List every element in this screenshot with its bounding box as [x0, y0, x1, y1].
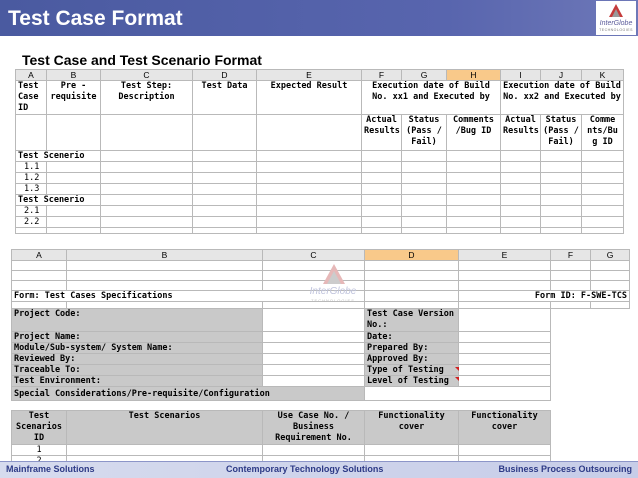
traceable-to-label[interactable]: Traceable To:	[12, 365, 263, 376]
cell[interactable]	[257, 162, 362, 173]
test-environment-value[interactable]	[263, 376, 365, 387]
cell[interactable]	[362, 206, 402, 217]
comment-indicator-icon[interactable]	[455, 377, 459, 381]
header-status-1[interactable]: Status (Pass / Fail)	[402, 115, 447, 151]
header-pre-requisite[interactable]: Pre - requisite	[47, 81, 101, 115]
comment-indicator-icon[interactable]	[455, 367, 459, 371]
cell	[591, 401, 630, 411]
cell[interactable]	[101, 206, 193, 217]
cell[interactable]	[582, 184, 624, 195]
cell[interactable]	[67, 281, 263, 291]
column-header-d[interactable]: D	[365, 250, 459, 261]
cell[interactable]	[447, 162, 501, 173]
cell[interactable]	[591, 271, 630, 281]
column-header-g[interactable]: G	[402, 70, 447, 81]
table-row	[16, 151, 624, 162]
row-id-2-2[interactable]: 2.2	[16, 217, 47, 228]
special-considerations-label[interactable]: Special Considerations/Pre-requisite/Configuration	[12, 387, 365, 401]
cell	[591, 387, 630, 401]
column-header-d[interactable]: D	[193, 70, 257, 81]
row-id-1[interactable]: 1	[12, 445, 67, 456]
table-row	[16, 206, 624, 217]
cell	[551, 401, 591, 411]
cell[interactable]	[402, 228, 447, 234]
header-comments-2[interactable]: Comme nts/Bu g ID	[582, 115, 624, 151]
cell[interactable]	[582, 217, 624, 228]
cell[interactable]	[582, 173, 624, 184]
column-header-g[interactable]: G	[591, 250, 630, 261]
row-id-1-3[interactable]: 1.3	[16, 184, 47, 195]
cell[interactable]	[447, 206, 501, 217]
cell[interactable]	[16, 228, 47, 234]
cell	[551, 387, 591, 401]
cell[interactable]	[257, 115, 362, 151]
cell	[591, 343, 630, 354]
cell	[551, 332, 591, 343]
column-header-f[interactable]: F	[551, 250, 591, 261]
cell[interactable]	[582, 195, 624, 206]
cell	[551, 411, 591, 445]
column-header-b[interactable]: B	[67, 250, 263, 261]
cell[interactable]	[402, 162, 447, 173]
cell	[551, 343, 591, 354]
table-row	[16, 228, 624, 234]
cell[interactable]	[402, 195, 447, 206]
cell[interactable]	[447, 173, 501, 184]
cell[interactable]	[362, 162, 402, 173]
project-name-value[interactable]	[263, 332, 365, 343]
cell[interactable]	[12, 281, 67, 291]
form-id[interactable]: Form ID: F-SWE-TCS	[459, 291, 630, 302]
type-of-testing-label[interactable]: Type of Testing	[365, 365, 459, 376]
cell[interactable]	[582, 162, 624, 173]
cell[interactable]	[501, 162, 541, 173]
column-header-row	[12, 250, 630, 261]
test-environment-label[interactable]: Test Environment:	[12, 376, 263, 387]
cell[interactable]	[257, 217, 362, 228]
cell[interactable]	[47, 115, 101, 151]
cell[interactable]	[362, 151, 402, 162]
cell[interactable]	[47, 228, 101, 234]
cell[interactable]	[459, 271, 551, 281]
cell[interactable]	[402, 151, 447, 162]
column-header-h[interactable]: H	[447, 70, 501, 81]
cell[interactable]	[541, 173, 582, 184]
cell[interactable]	[257, 184, 362, 195]
cell	[591, 411, 630, 445]
cell[interactable]	[501, 206, 541, 217]
cell[interactable]	[193, 217, 257, 228]
sheet-logo-text: InterGlobe	[309, 286, 357, 297]
logo-text: InterGlobe	[599, 20, 633, 27]
cell[interactable]	[541, 151, 582, 162]
cell[interactable]	[67, 271, 263, 281]
table-row	[16, 173, 624, 184]
cell[interactable]	[101, 115, 193, 151]
logo-inner-triangle-icon	[612, 9, 620, 17]
reviewed-by-label[interactable]: Reviewed By:	[12, 354, 263, 365]
cell[interactable]	[459, 261, 551, 271]
cell	[551, 365, 591, 376]
project-code-value[interactable]	[263, 309, 365, 332]
cell	[591, 354, 630, 365]
cell[interactable]	[541, 184, 582, 195]
logo-inner-triangle-icon	[327, 271, 341, 284]
table-row	[16, 217, 624, 228]
cell[interactable]	[67, 302, 263, 309]
cell[interactable]	[193, 228, 257, 234]
column-header-e[interactable]: E	[459, 250, 551, 261]
level-of-testing-value[interactable]	[459, 376, 551, 387]
cell[interactable]	[67, 261, 263, 271]
module-label[interactable]: Module/Sub-system/ System Name:	[12, 343, 263, 354]
cell[interactable]	[501, 195, 541, 206]
column-header-a[interactable]: A	[16, 70, 47, 81]
traceable-to-value[interactable]	[263, 365, 365, 376]
cell[interactable]	[16, 115, 47, 151]
cell[interactable]	[47, 206, 101, 217]
cell[interactable]	[257, 195, 362, 206]
cell[interactable]	[459, 302, 551, 309]
cell	[591, 376, 630, 387]
row-id-2-1[interactable]: 2.1	[16, 206, 47, 217]
cell	[263, 401, 365, 411]
cell[interactable]	[582, 228, 624, 234]
cell[interactable]	[541, 195, 582, 206]
cell[interactable]	[362, 195, 402, 206]
cell[interactable]	[447, 151, 501, 162]
header-test-case-id[interactable]: Test Case ID	[16, 81, 47, 115]
reviewed-by-value[interactable]	[263, 354, 365, 365]
date-value[interactable]	[459, 332, 551, 343]
cell[interactable]	[459, 281, 551, 291]
cell[interactable]	[501, 228, 541, 234]
cell[interactable]	[101, 217, 193, 228]
project-name-label[interactable]: Project Name:	[12, 332, 263, 343]
row-id-1-2[interactable]: 1.2	[16, 173, 47, 184]
column-header-e[interactable]: E	[257, 70, 362, 81]
cell[interactable]	[193, 206, 257, 217]
form-title[interactable]: Form: Test Cases Specifications	[12, 291, 365, 302]
cell[interactable]	[47, 162, 101, 173]
column-header-f[interactable]: F	[362, 70, 402, 81]
cell[interactable]	[501, 173, 541, 184]
cell[interactable]	[362, 217, 402, 228]
cell[interactable]	[501, 184, 541, 195]
header-exec-build-1[interactable]: Execution date of Build No. xx1 and Executed by	[362, 81, 501, 115]
cell[interactable]	[541, 217, 582, 228]
cell[interactable]	[263, 445, 365, 456]
cell[interactable]	[257, 228, 362, 234]
column-header-a[interactable]: A	[12, 250, 67, 261]
cell	[459, 401, 551, 411]
cell[interactable]	[101, 184, 193, 195]
column-header-c[interactable]: C	[263, 250, 365, 261]
cell	[591, 332, 630, 343]
cell[interactable]	[551, 281, 591, 291]
cell[interactable]	[12, 271, 67, 281]
cell	[551, 445, 591, 456]
cell[interactable]	[551, 302, 591, 309]
test-case-format-sheet	[15, 69, 624, 234]
approved-by-label[interactable]: Approved By:	[365, 354, 459, 365]
cell[interactable]	[257, 173, 362, 184]
header-exec-build-2[interactable]: Execution date of Build No. xx2 and Executed by	[501, 81, 624, 115]
cell[interactable]	[193, 115, 257, 151]
column-header-c[interactable]: C	[101, 70, 193, 81]
cell[interactable]	[12, 261, 67, 271]
module-value[interactable]	[263, 343, 365, 354]
cell	[551, 309, 591, 332]
header-expected-result[interactable]: Expected Result	[257, 81, 362, 115]
footer-bar	[0, 461, 638, 478]
table-row	[16, 195, 624, 206]
cell[interactable]	[101, 173, 193, 184]
header-functionality-cover-2[interactable]: Functionality cover	[459, 411, 551, 445]
header-status-2[interactable]: Status (Pass / Fail)	[541, 115, 582, 151]
cell[interactable]	[551, 271, 591, 281]
cell[interactable]	[551, 261, 591, 271]
cell[interactable]	[541, 228, 582, 234]
cell[interactable]	[362, 184, 402, 195]
header-actual-results-2[interactable]: Actual Results	[501, 115, 541, 151]
cell[interactable]	[193, 184, 257, 195]
cell	[551, 354, 591, 365]
cell[interactable]	[591, 261, 630, 271]
cell[interactable]	[447, 195, 501, 206]
cell[interactable]	[365, 291, 459, 302]
sheet-logo-subtext: TECHNOLOGIES	[311, 298, 355, 303]
sheet-logo	[300, 264, 366, 306]
cell[interactable]	[365, 281, 459, 291]
prepared-by-label[interactable]: Prepared By:	[365, 343, 459, 354]
cell[interactable]	[362, 173, 402, 184]
cell[interactable]	[447, 184, 501, 195]
header-actual-results-1[interactable]: Actual Results	[362, 115, 402, 151]
cell[interactable]	[101, 228, 193, 234]
date-label[interactable]: Date:	[365, 332, 459, 343]
table-row	[16, 184, 624, 195]
footer-left: Mainframe Solutions	[6, 464, 95, 474]
cell[interactable]	[591, 281, 630, 291]
header-test-data[interactable]: Test Data	[193, 81, 257, 115]
cell[interactable]	[459, 445, 551, 456]
column-header-b[interactable]: B	[47, 70, 101, 81]
scenario-label-1[interactable]: Test Scenerio	[16, 151, 101, 162]
type-of-testing-value[interactable]	[459, 365, 551, 376]
cell[interactable]	[365, 302, 459, 309]
column-header-j[interactable]: J	[541, 70, 582, 81]
page-title: Test Case Format	[8, 7, 183, 30]
test-case-version-label[interactable]: Test Case Version No.:	[365, 309, 459, 332]
cell[interactable]	[257, 151, 362, 162]
table-row	[16, 162, 624, 173]
header-test-scenarios[interactable]: Test Scenarios	[67, 411, 263, 445]
cell	[12, 401, 67, 411]
header-functionality-cover-1[interactable]: Functionality cover	[365, 411, 459, 445]
header-test-scenarios-id[interactable]: Test Scenarios ID	[12, 411, 67, 445]
cell[interactable]	[47, 173, 101, 184]
cell[interactable]	[193, 162, 257, 173]
cell[interactable]	[257, 206, 362, 217]
cell[interactable]	[582, 151, 624, 162]
cell	[591, 309, 630, 332]
test-case-version-value[interactable]	[459, 309, 551, 332]
approved-by-value[interactable]	[459, 354, 551, 365]
cell[interactable]	[447, 228, 501, 234]
header-comments-1[interactable]: Comments /Bug ID	[447, 115, 501, 151]
cell[interactable]	[501, 217, 541, 228]
cell	[591, 365, 630, 376]
cell[interactable]	[193, 173, 257, 184]
cell[interactable]	[193, 195, 257, 206]
special-considerations-value[interactable]	[365, 387, 551, 401]
footer-right: Business Process Outsourcing	[498, 464, 632, 474]
cell	[365, 401, 459, 411]
cell	[591, 445, 630, 456]
project-code-label[interactable]: Project Code:	[12, 309, 263, 332]
cell[interactable]	[402, 184, 447, 195]
cell[interactable]	[501, 151, 541, 162]
cell[interactable]	[47, 217, 101, 228]
title-bar	[0, 0, 638, 36]
header-test-step[interactable]: Test Step: Description	[101, 81, 193, 115]
cell[interactable]	[67, 445, 263, 456]
cell[interactable]	[541, 206, 582, 217]
footer-center: Contemporary Technology Solutions	[226, 464, 384, 474]
cell[interactable]	[362, 228, 402, 234]
cell[interactable]	[402, 206, 447, 217]
header-use-case[interactable]: Use Case No. / Business Requirement No.	[263, 411, 365, 445]
cell[interactable]	[402, 173, 447, 184]
cell[interactable]	[193, 151, 257, 162]
column-header-k[interactable]: K	[582, 70, 624, 81]
logo-subtext: TECHNOLOGIES	[599, 28, 633, 32]
cell[interactable]	[101, 162, 193, 173]
cell[interactable]	[12, 302, 67, 309]
cell[interactable]	[365, 445, 459, 456]
scenario-label-2[interactable]: Test Scenerio	[16, 195, 101, 206]
cell	[551, 376, 591, 387]
table-row	[12, 445, 630, 456]
cell[interactable]	[365, 271, 459, 281]
cell[interactable]	[591, 302, 630, 309]
level-of-testing-label[interactable]: Level of Testing	[365, 376, 459, 387]
cell[interactable]	[582, 206, 624, 217]
cell[interactable]	[541, 162, 582, 173]
cell	[67, 401, 263, 411]
cell[interactable]	[447, 217, 501, 228]
cell[interactable]	[101, 195, 193, 206]
row-id-1-1[interactable]: 1.1	[16, 162, 47, 173]
cell[interactable]	[402, 217, 447, 228]
cell[interactable]	[47, 184, 101, 195]
column-header-i[interactable]: I	[501, 70, 541, 81]
interglobe-logo	[596, 1, 636, 35]
cell[interactable]	[365, 261, 459, 271]
cell[interactable]	[101, 151, 193, 162]
section-subtitle: Test Case and Test Scenario Format	[22, 52, 262, 68]
prepared-by-value[interactable]	[459, 343, 551, 354]
column-header-row	[16, 70, 624, 81]
